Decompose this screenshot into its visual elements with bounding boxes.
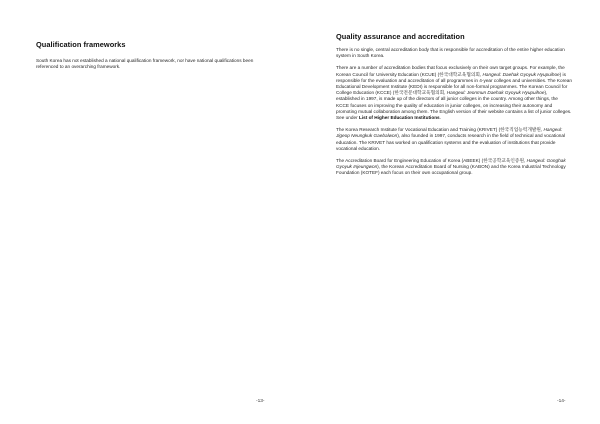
text-span: The Accreditation Board for Engineering Education of Korea (ABEEK) (한국공학교육인증원,	[336, 158, 527, 164]
text-span: ) is responsible for the evaluation and accreditation of all programmes in 4-year colleges and universities. The Korean Educational Development Institute (KEDI) is responsible for all non-formal programmes. The Korean Council for College Education (KCCE) (한국전문대학교육협의회,	[336, 71, 572, 96]
institutions-list-reference: List of Higher Education Institutions	[358, 115, 440, 121]
qualification-frameworks-heading: Qualification frameworks	[36, 40, 126, 49]
abeek-paragraph	[336, 158, 572, 177]
right-page-content	[336, 32, 572, 183]
text-span: ), also founded in 1997, conducts research in the field of technical and vocational education. The KRIVET has worked on qualification systems and the evaluation of institutions that provide vocational education.	[336, 133, 566, 151]
right-page	[300, 0, 600, 424]
hangeul-term: Hangeul: Jigeop Neungkuk Gaebalwon	[336, 127, 563, 139]
text-span: .	[439, 115, 441, 121]
text-span: There are a number of accreditation bodies that focus exclusively on their own target groups. For example, the Korean Council for University Education (KCUE) (한국대학교육협의회,	[336, 65, 565, 77]
page-number-left: -13-	[256, 399, 265, 404]
hangeul-term: Hangeul: Daehak Gyoyuk Hyupuihoe	[482, 71, 560, 77]
page-number-right: -14-	[557, 399, 566, 404]
quality-assurance-heading: Quality assurance and accreditation	[336, 32, 465, 41]
accreditation-bodies-paragraph	[336, 65, 572, 121]
text-span: ), established in 1997, is made up of the directors of all junior colleges in the country. Among other things, the KCCE focuses on improving the quality of education in junior colleges, on increasing their autonomy and promoting mutual collaboration among them. The English version of their website contains a list of junior colleges. See under	[336, 90, 572, 121]
text-span: ), the Korean Accreditation Board of Nursing (KABON) and the Korea Industrial Technology Foundation (KOTEF) each focus on their own occupational group.	[336, 164, 566, 176]
text-span: The Korea Research Institute for Vocational Education and Training (KRIVET) (한국직업능력개발원,	[336, 127, 544, 133]
hangeul-term: Hangeul: Gonghak Gyoyuk Injeungwon	[336, 158, 566, 170]
qualification-frameworks-paragraph: South Korea has not established a national qualification framework, nor have national qualifications been referenced to an overarching framework.	[36, 58, 254, 70]
left-page-content	[36, 40, 264, 76]
hangeul-term: Hangeul: Jeonmun Daehak Gyoyuk Hyupuihoe	[446, 90, 545, 96]
accreditation-intro-paragraph: There is no single, central accreditation body that is responsible for accreditation of the entire higher education system in South Korea.	[336, 47, 565, 59]
krivet-paragraph	[336, 127, 572, 152]
